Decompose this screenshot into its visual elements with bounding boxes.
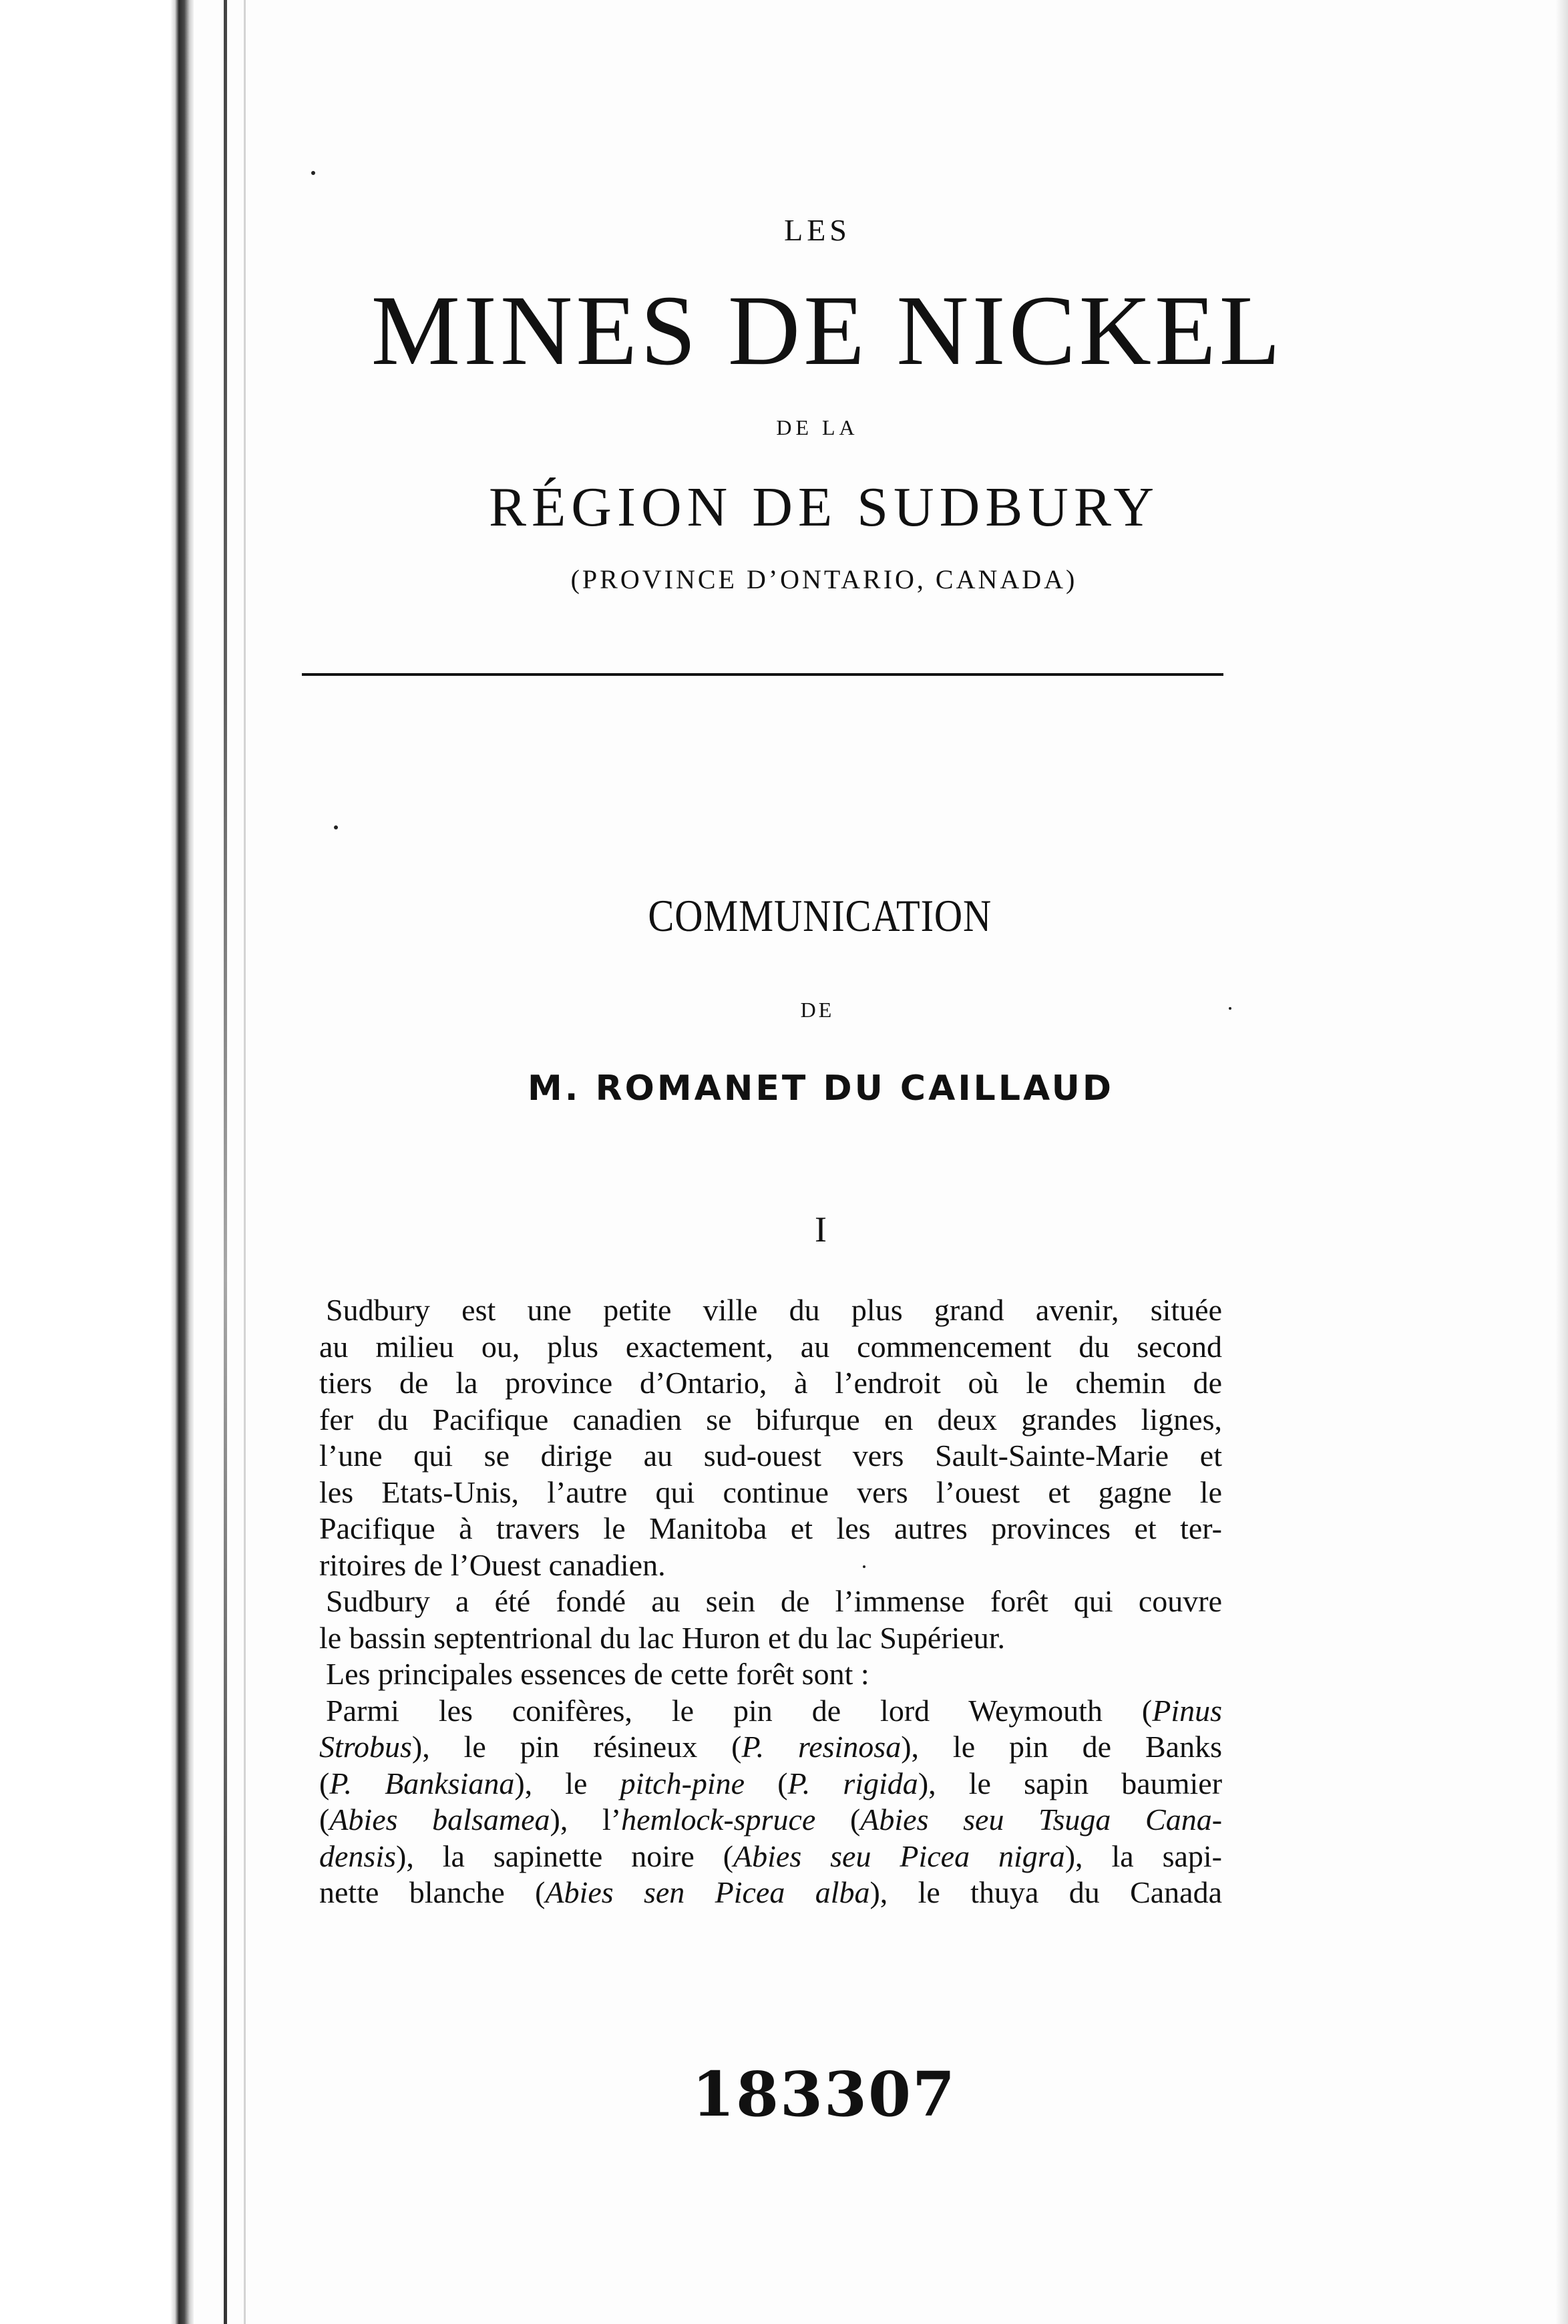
text-line: Sudbury a été fondé au sein de l’immense forêt qui couvre (326, 1584, 1222, 1618)
text-line: Sudbury est une petite ville du plus grand avenir, située (326, 1293, 1222, 1327)
text-line: tiers de la province d’Ontario, à l’endroit où le chemin de (319, 1366, 1222, 1400)
title-region: RÉGION DE SUDBURY (488, 476, 1160, 538)
text-line: le bassin septentrional du lac Huron et du lac Supérieur. (319, 1620, 1006, 1655)
scan-speck (863, 1565, 865, 1568)
text-line: densis), la sapinette noire (Abies seu Picea nigra), la sapi- (319, 1838, 1222, 1873)
text-line: nette blanche (Abies sen Picea alba), le thuya du Canada (319, 1875, 1222, 1909)
author-name: M. ROMANET DU CAILLAUD (527, 1069, 1114, 1109)
text-line: (Abies balsamea), l’hemlock-spruce (Abies seu Tsuga Cana- (319, 1802, 1222, 1836)
text-line: au milieu ou, plus exactement, au commencement du second (319, 1329, 1222, 1364)
heading-de: DE (800, 998, 835, 1022)
text-line: fer du Pacifique canadien se bifurque en deux grandes lignes, (319, 1402, 1222, 1436)
title-rule (302, 673, 1223, 676)
text-line: l’une qui se dirige au sud-ouest vers Sault-Sainte-Marie et (319, 1438, 1222, 1473)
section-number: I (815, 1209, 827, 1249)
text-line: ritoires de l’Ouest canadien. (319, 1547, 666, 1582)
text-line: Parmi les conifères, le pin de lord Weymouth (Pinus (326, 1693, 1222, 1728)
scan-speck (1229, 1007, 1231, 1010)
heading-communication: COMMUNICATION (648, 890, 992, 941)
title-province: (PROVINCE D’ONTARIO, CANADA) (570, 564, 1078, 594)
scan-speck (311, 171, 315, 175)
body-text (319, 1292, 1222, 1911)
text-line: les Etats-Unis, l’autre qui continue vers l’ouest et gagne le (319, 1475, 1222, 1509)
text-line: Les principales essences de cette forêt sont : (326, 1657, 869, 1691)
accession-number-stamp: 183307 (691, 2058, 957, 2130)
scan-speck (334, 825, 338, 829)
title-de-la: DE LA (776, 415, 859, 439)
title-main: MINES DE NICKEL (371, 275, 1284, 386)
text-line: Pacifique à travers le Manitoba et les autres provinces et ter- (319, 1511, 1222, 1545)
text-line: (P. Banksiana), le pitch-pine (P. rigida), le sapin baumier (319, 1766, 1222, 1800)
title-les: LES (784, 213, 851, 247)
text-line: Strobus), le pin résineux (P. resinosa), le pin de Banks (319, 1730, 1222, 1764)
